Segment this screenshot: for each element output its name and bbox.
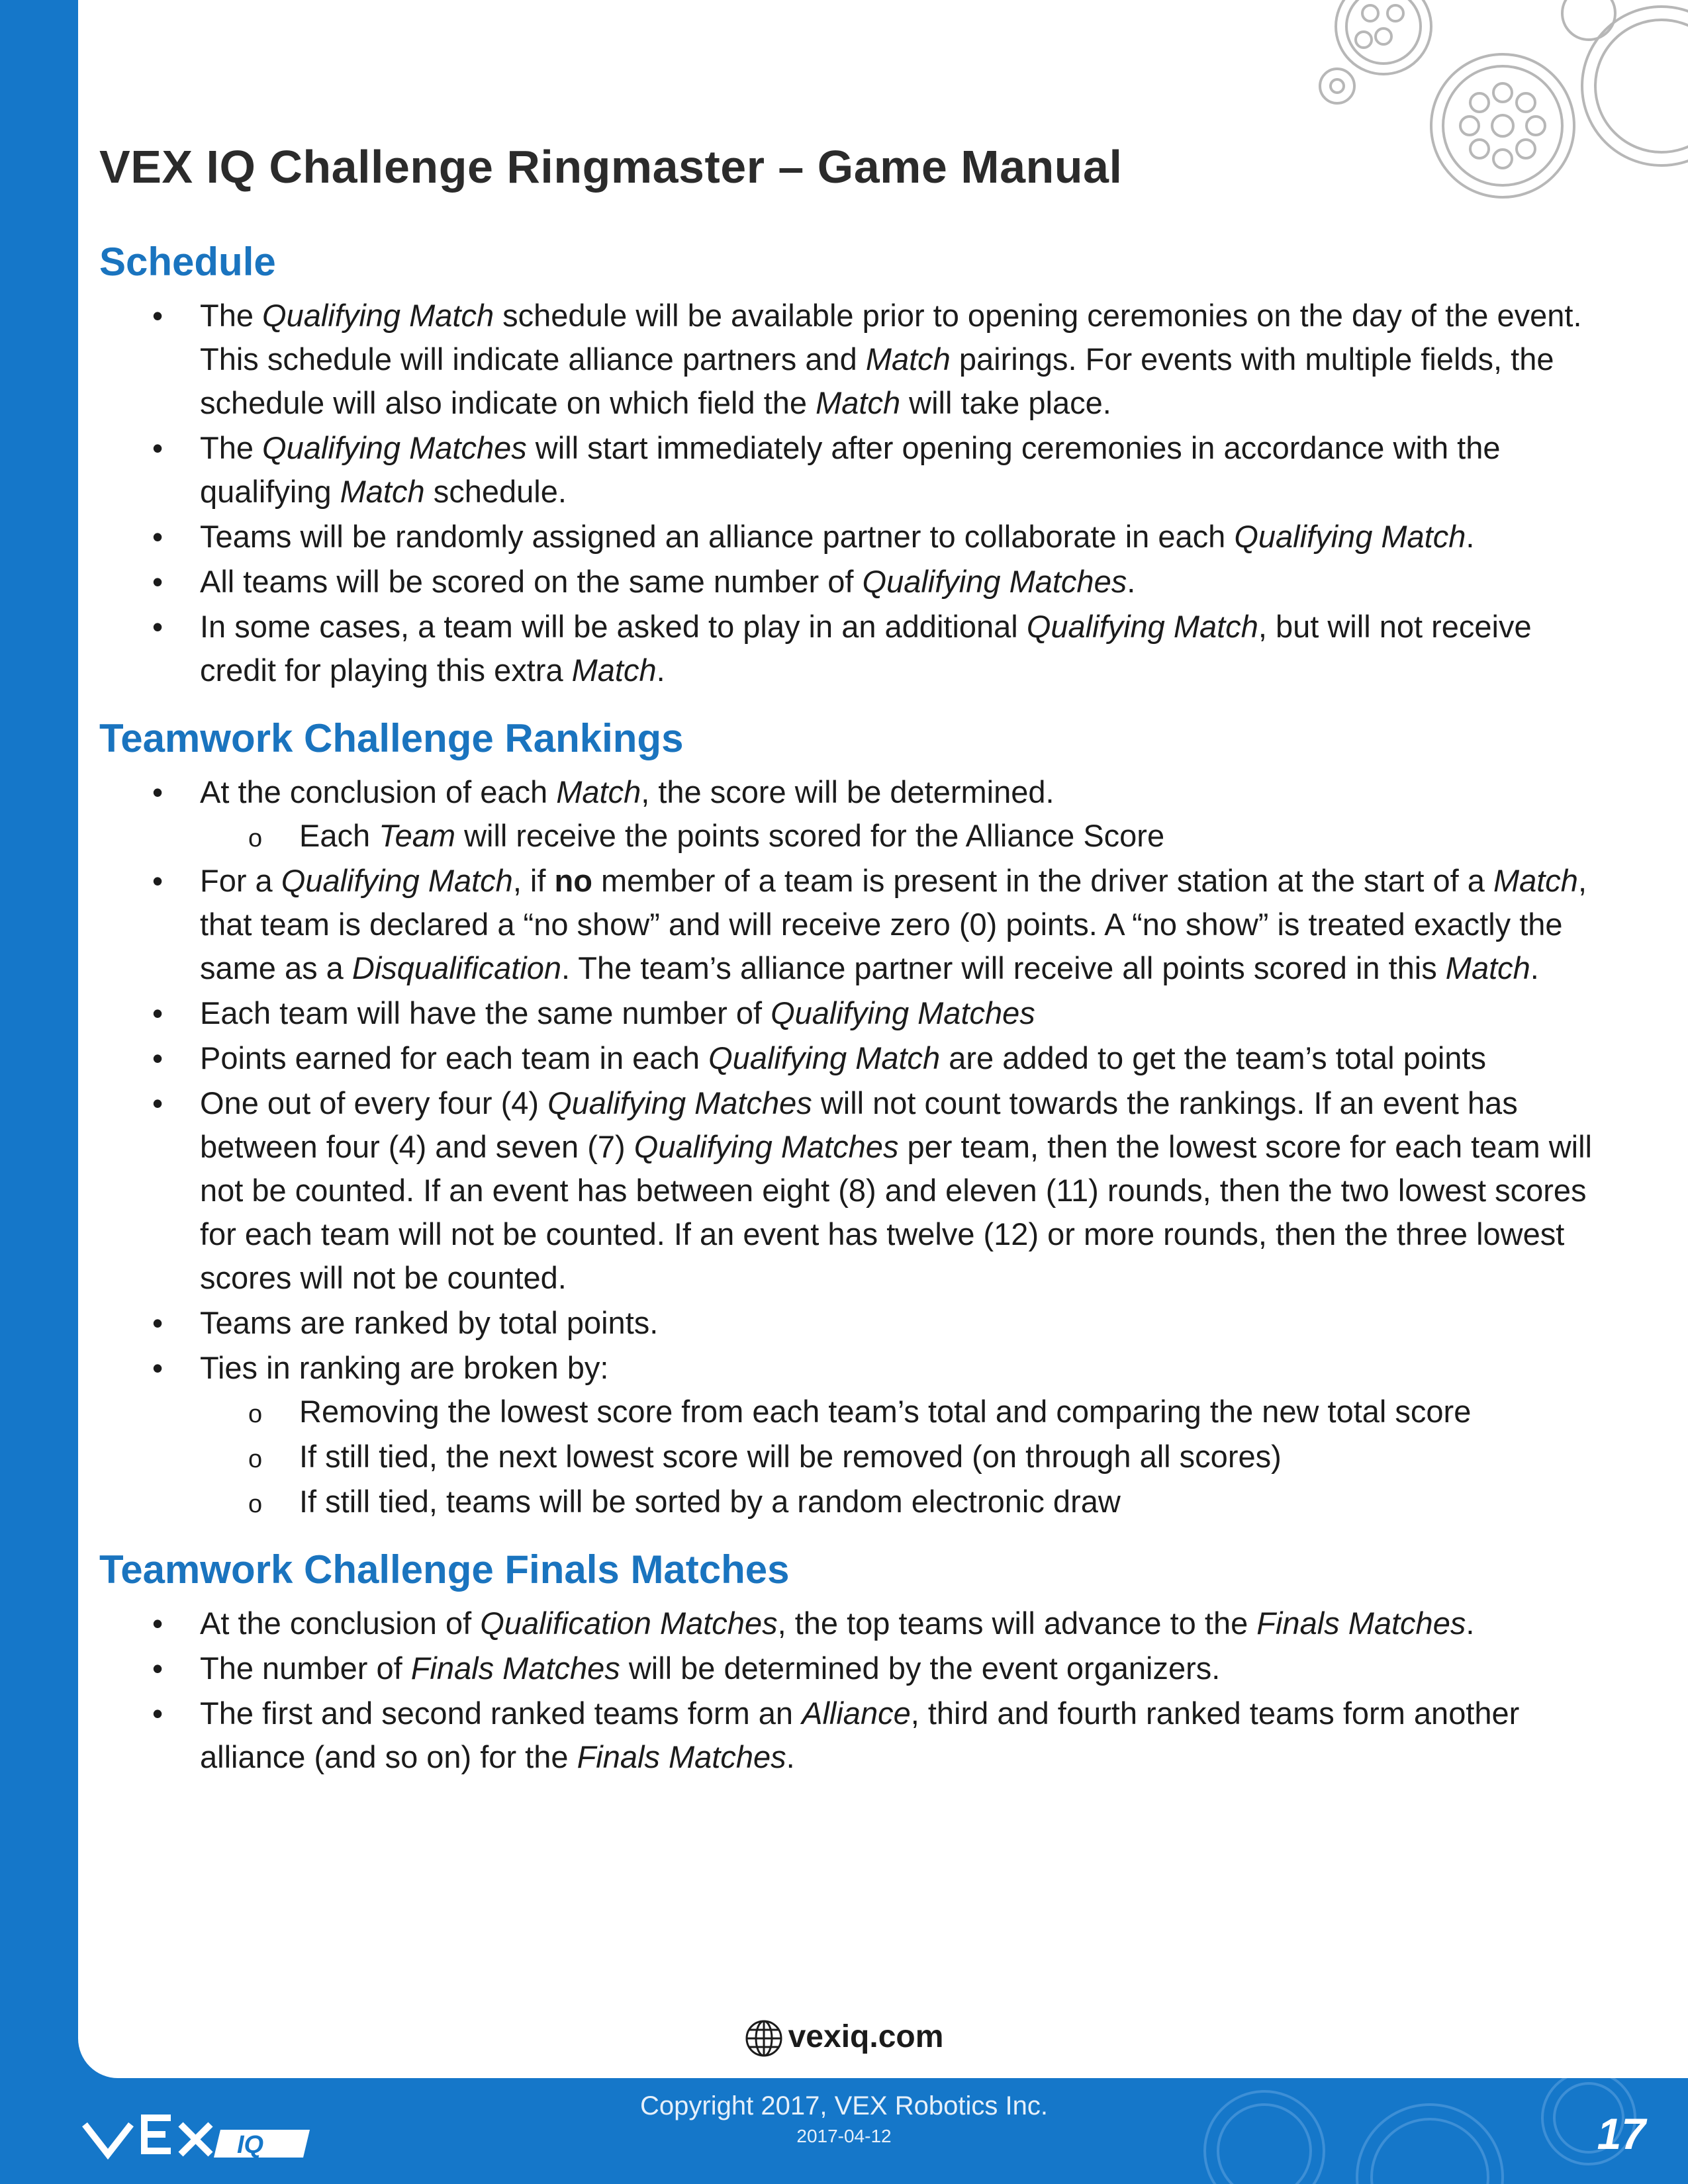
text-run: The number of	[200, 1651, 411, 1686]
bullet-item	[99, 1602, 1595, 1645]
text-run: Qualifying Match	[1026, 609, 1258, 644]
bullet-item	[99, 770, 1595, 858]
text-run: , the score will be determined.	[641, 774, 1055, 809]
sub-bullet-item	[99, 814, 1595, 858]
text-run: pairings. For events with multiple fields, the schedule will also indicate on which field the	[200, 341, 1554, 420]
sidebar-band	[0, 0, 78, 2184]
text-run: , if	[512, 863, 555, 898]
section-heading: Schedule	[99, 240, 276, 284]
text-run: .	[1127, 564, 1136, 599]
text-run: .	[786, 1739, 795, 1774]
text-run: .	[1466, 519, 1475, 554]
text-run: .	[1466, 1606, 1475, 1641]
globe-icon	[745, 2019, 783, 2058]
copyright-text: Copyright 2017, VEX Robotics Inc.	[640, 2091, 1048, 2120]
bullet-item	[99, 426, 1595, 514]
text-run: no	[554, 863, 592, 898]
text-run: will not count towards the rankings. If an event has between four (4) and seven (7)	[200, 1085, 1518, 1164]
text-run: . The team’s alliance partner will receive all points scored in this	[561, 950, 1446, 985]
document-title: VEX IQ Challenge Ringmaster – Game Manual	[99, 141, 1123, 193]
text-run: Qualifying Match	[262, 298, 494, 333]
text-run: member of a team is present in the driver station at the start of a	[592, 863, 1493, 898]
text-run: , third and fourth ranked teams form another alliance (and so on) for the	[200, 1696, 1520, 1774]
text-run: schedule will be available prior to opening ceremonies on the day of the event. This schedule will indicate alliance partners and	[200, 298, 1582, 377]
text-run: If still tied, the next lowest score will be removed (on through all scores)	[299, 1439, 1282, 1474]
text-run: Qualifying Match	[708, 1040, 941, 1075]
svg-text:IQ: IQ	[237, 2131, 264, 2159]
bullet-item	[99, 515, 1595, 559]
text-run: per team, then the lowest score for each team will not be counted. If an event has between eight (8) and eleven (11) rounds, then the two lowest scores for each team will not be counted. If an event has twelve (12) or more rounds, then the three lowest scores will not be counted.	[200, 1129, 1592, 1295]
text-run: Match	[816, 385, 901, 420]
text-run: Teams will be randomly assigned an alliance partner to collaborate in each	[200, 519, 1235, 554]
text-run: All teams will be scored on the same number of	[200, 564, 863, 599]
text-run: Qualifying Matches	[862, 564, 1127, 599]
text-run: Team	[379, 818, 456, 853]
text-run: schedule.	[424, 474, 567, 509]
bullet-item	[99, 1036, 1595, 1080]
text-run: .	[656, 653, 665, 688]
page-number: 17	[1597, 2109, 1646, 2158]
text-run: Qualifying Matches	[633, 1129, 899, 1164]
text-run: , the top teams will advance to the	[777, 1606, 1257, 1641]
text-run: At the conclusion of each	[200, 774, 557, 809]
text-run: .	[1530, 950, 1539, 985]
section-heading: Teamwork Challenge Rankings	[99, 716, 684, 760]
text-run: Each team will have the same number of	[200, 995, 771, 1030]
text-run: Removing the lowest score from each team’s total and comparing the new total score	[299, 1394, 1472, 1429]
text-run: Disqualification	[352, 950, 561, 985]
text-run: Alliance	[802, 1696, 911, 1731]
text-run: In some cases, a team will be asked to play in an additional	[200, 609, 1027, 644]
sub-bullet-item	[99, 1435, 1595, 1479]
text-run: Points earned for each team in each	[200, 1040, 709, 1075]
text-run: Match	[865, 341, 951, 377]
text-run: At the conclusion of	[200, 1606, 481, 1641]
text-run: Qualifying Matches	[547, 1085, 812, 1120]
text-run: One out of every four (4)	[200, 1085, 548, 1120]
text-run: Match	[340, 474, 425, 509]
bullet-item	[99, 1647, 1595, 1690]
text-run: Qualifying Matches	[771, 995, 1035, 1030]
text-run: Match	[571, 653, 657, 688]
website-text[interactable]: vexiq.com	[788, 2019, 944, 2054]
sub-bullet-list	[200, 814, 1595, 858]
gears-decoration	[1317, 0, 1688, 212]
sub-bullet-list	[200, 1390, 1595, 1524]
text-run: Ties in ranking are broken by:	[200, 1350, 609, 1385]
bullet-list	[99, 770, 1595, 1524]
text-run: Qualifying Match	[1234, 519, 1466, 554]
bullet-list	[99, 294, 1595, 692]
text-run: will be determined by the event organizers.	[620, 1651, 1221, 1686]
bullet-item	[99, 1346, 1595, 1524]
bullet-item	[99, 1081, 1595, 1300]
text-run: will take place.	[900, 385, 1111, 420]
text-run: Finals Matches	[577, 1739, 786, 1774]
sub-bullet-item	[99, 1480, 1595, 1524]
manual-content	[99, 230, 1595, 1780]
bullet-item	[99, 605, 1595, 692]
text-run: Qualification Matches	[480, 1606, 778, 1641]
bullet-item	[99, 859, 1595, 990]
text-run: will receive the points scored for the Alliance Score	[455, 818, 1165, 853]
text-run: Finals Matches	[410, 1651, 620, 1686]
text-run: Match	[556, 774, 641, 809]
text-run: For a	[200, 863, 281, 898]
text-run: will start immediately after opening ceremonies in accordance with the qualifying	[200, 430, 1501, 509]
text-run: are added to get the team’s total points	[940, 1040, 1486, 1075]
text-run: Match	[1493, 863, 1578, 898]
text-run: , but will not receive credit for playing this extra	[200, 609, 1532, 688]
bullet-item	[99, 1692, 1595, 1779]
text-run: , that team is declared a “no show” and will receive zero (0) points. A “no show” is treated exactly the same as a	[200, 863, 1587, 985]
text-run: Finals Matches	[1256, 1606, 1466, 1641]
text-run: The first and second ranked teams form an	[200, 1696, 802, 1731]
section-heading: Teamwork Challenge Finals Matches	[99, 1547, 790, 1592]
text-run: Each	[299, 818, 379, 853]
text-run: The	[200, 430, 263, 465]
text-run: Qualifying Match	[281, 863, 513, 898]
text-run: Match	[1445, 950, 1530, 985]
sub-bullet-item	[99, 1390, 1595, 1433]
text-run: The	[200, 298, 263, 333]
bullet-item	[99, 991, 1595, 1035]
bullet-item	[99, 1301, 1595, 1345]
footer-date: 2017-04-12	[796, 2126, 892, 2146]
website-link-row[interactable]	[0, 2019, 1688, 2058]
bullet-list	[99, 1602, 1595, 1779]
text-run: If still tied, teams will be sorted by a random electronic draw	[299, 1484, 1121, 1519]
bullet-item	[99, 560, 1595, 604]
bullet-item	[99, 294, 1595, 425]
text-run: Teams are ranked by total points.	[200, 1305, 659, 1340]
text-run: Qualifying Matches	[262, 430, 527, 465]
